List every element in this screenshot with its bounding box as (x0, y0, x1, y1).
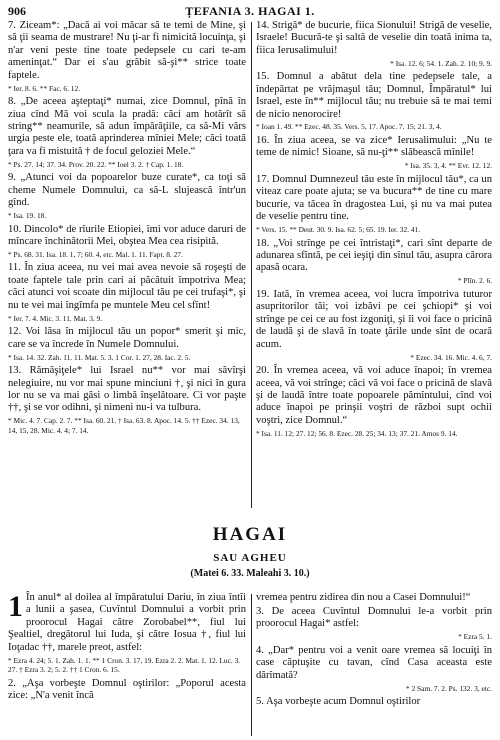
cross-reference (256, 684, 492, 694)
cross-reference (8, 160, 246, 170)
verse-text: 10. Dincolo* de rîurile Etiopiei, îmi vor aduce daruri de mîncare închinătorii Mei, obştea Mea cea risipită. (8, 223, 246, 247)
right-column-zephaniah (256, 20, 492, 441)
cross-reference-text: * Ezra 4. 24; 5. 1. Zah. 1. 1. ** 1 Cron. 3. 17, 19. Ezra 2. 2. Mat. 1. 12. Luc. 3. 27. † Ezra 3. 2; 5. 2. †† 1 Cron. 6. 15. (8, 655, 241, 675)
verse (256, 592, 492, 604)
verse-text: 11. În ziua aceea, nu vei mai avea nevoie să roşeşti de toate faptele tale prin cari ai păcătuit împotriva Mea; căci atunci voi scoate din mijlocul tău pe cei trufaşi*, şi nu te vei mai îngîmfa pe muntele Meu cel sfînt! (8, 262, 246, 311)
verse-text: 5. Aşa vorbeşte acum Domnul oştirilor (256, 696, 421, 708)
cross-reference-text: * Ezra 5. 1. (458, 632, 492, 642)
cross-reference (256, 276, 492, 286)
cross-reference (256, 225, 492, 235)
verse-text: 20. În vremea aceea, vă voi aduce înapoi; în vremea aceea, vă voi strînge; căci vă voi face o pricină de slavă şi de laudă între toate popoarele pămîntului, cînd voi aduce înapoi pe prinşii voştri de război supt ochii voştri, zice Domnul.“ (256, 365, 492, 426)
cross-reference (256, 632, 492, 642)
verse-text: 14. Strigă* de bucurie, fiica Sionului! Strigă de veselie, Israele! Bucură-te şi saltă de veselie din toată inima ta, fiica Ierusalimului! (256, 20, 492, 56)
verse-text: 2. „Aşa vorbeşte Domnul oştirilor: „Poporul acesta zice: „N'a venit încă (8, 677, 246, 702)
cross-reference (256, 161, 492, 171)
verse (256, 696, 492, 708)
verse-text: 8. „De aceea aşteptaţi* numai, zice Domnul, pînă în ziua cînd Mă voi scula la pradă: căci am hotărît să string** neamurile, să adun împărăţiile, ca să-Mi vărs urgia peste ele, toată aprinderea mîniei Mele; căci toată ţara va fi mistuită † de focul geloziei Mele.“ (8, 96, 246, 157)
cross-reference (256, 122, 492, 132)
verse-text: 17. Domnul Dumnezeul tău este în mijlocul tău*, ca un viteaz care poate ajuta; se va bucura** de tine cu mare bucurie, va tăcea în dragostea Lui, şi nu va mai putea de veselie pentru tine. (256, 173, 492, 223)
verse (8, 172, 246, 209)
verse (256, 71, 492, 121)
cross-reference (256, 353, 492, 363)
cross-reference (8, 314, 246, 324)
book-subtitle: SAU AGHEU (213, 552, 287, 564)
book-parallels: (Matei 6. 33. Maleahi 3. 10.) (190, 568, 310, 579)
verse (256, 20, 492, 57)
cross-reference (8, 656, 246, 675)
verse (8, 326, 246, 351)
column-divider (251, 22, 252, 508)
verse (8, 96, 246, 158)
verse-text: vremea pentru zidirea din nou a Casei Domnului!“ (256, 592, 471, 603)
verse-text: 16. În ziua aceea, se va zice* Ierusalimului: „Nu te teme de nimic! Sioane, să nu-ţi** slăbească mînile! (256, 135, 492, 159)
verse-text: În anul* al doilea al împăratului Dariu, în ziua întîi a lunii a şasea, Cuvîntul Domnului a vorbit prin proorocul Hagai către Zorobabel**, fiul lui Şealtiel, dregătorul lui Iuda, şi către Iosua †, fiul lui Ioţadac ††, marele preot, astfel: (8, 592, 246, 653)
cross-reference-text: * Isa. 35. 3, 4. ** Evr. 12. 12. (404, 161, 492, 171)
verse-text: 7. Ziceam*: „Dacă ai voi măcar să te temi de Mine, şi să ţii seama de mustrare! Nu ţi-ar fi nimicită locuinţa, şi n'ar veni peste tine toate pedepsele cu cari te-am ameninţat.“ Dar ei s'au grăbit să-şi** strice toate faptele. (8, 20, 246, 81)
left-column-haggai (8, 592, 246, 704)
cross-reference-text: * Ps. 68. 31. Isa. 18. 1, 7; 60. 4, etc. Mal. 1. 11. Fapt. 8. 27. (8, 249, 183, 259)
right-column-haggai (256, 592, 492, 710)
verse-text: 3. De aceea Cuvîntul Domnului le-a vorbit prin proorocul Hagai* astfel: (256, 605, 492, 630)
verse (256, 645, 492, 682)
verse (8, 678, 246, 703)
cross-reference-text: * Ier. 7. 4. Mic. 3. 11. Mat. 3. 9. (8, 313, 103, 323)
cross-reference-text: * 2 Sam. 7. 2. Ps. 132. 3, etc. (405, 683, 492, 693)
cross-reference (256, 59, 492, 69)
chapter-number: 1 (8, 590, 23, 623)
cross-reference-text: * Isa. 19. 18. (8, 210, 47, 220)
verse (8, 592, 246, 654)
cross-reference (8, 250, 246, 260)
verse-text: 9. „Atunci voi da popoarelor buze curate*, ca toţi să cheme Numele Domnului, ca să-L slujească într'un gînd. (8, 172, 246, 209)
verse (8, 365, 246, 415)
verse (256, 135, 492, 160)
verse (256, 238, 492, 275)
cross-reference-text: * Ps. 27. 14; 37. 34. Prov. 20. 22. ** Ioel 3. 2. † Cap. 1. 18. (8, 159, 184, 169)
cross-reference-text: * Ier. 8. 6. ** Fac. 6. 12. (8, 83, 81, 93)
verse-text: 13. Rămăşiţele* lui Israel nu** vor mai săvîrşi nelegiuire, nu vor mai spune minciuni †, şi nici în gura lor nu se va mai găsi o limbă înşelătoare. Ci vor paşte ††, şi se vor odihni, şi nimeni nu-i va tulbura. (8, 365, 246, 414)
verse-text: 18. „Voi strînge pe cei întristaţi*, cari sînt departe de adunarea sfîntă, pe cei ieşiţi din sînul tău, asupra cărora apasă ocara. (256, 237, 492, 274)
running-title: ȚEFANIA 3. HAGAI 1. (185, 4, 315, 18)
verse (256, 606, 492, 631)
cross-reference (8, 84, 246, 94)
cross-reference-text: * Isa. 12. 6; 54. 1. Zah. 2. 10; 9. 9. (390, 58, 492, 68)
page-header (8, 4, 492, 20)
verse (8, 262, 246, 312)
verse-text: 15. Domnul a abătut dela tine pedepsele tale, a îndepărtat pe vrăjmaşul tău; Domnul, Împăratul* lui Israel, este în** mijlocul tău; nu trebuie să te mai temi de nicio nenorocire! (256, 71, 492, 120)
verse-text: 4. „Dar* pentru voi a venit oare vremea să locuiţi în case căptuşite cu tavan, cînd Casa aceasta este dărîmată? (256, 644, 492, 681)
verse (256, 365, 492, 427)
cross-reference-text: * Plîn. 2. 6. (457, 276, 492, 286)
book-heading (0, 524, 500, 579)
cross-reference-text: * Ioan 1. 49. ** Ezec. 48. 35. Vers. 5, 17. Apoc. 7. 15; 21. 3, 4. (256, 122, 442, 132)
cross-reference-text: * Isa. 14. 32. Zah. 11. 11. Mat. 5. 3. 1 Cor. 1. 27, 28. Iac. 2. 5. (8, 352, 191, 362)
column-divider-haggai (251, 594, 252, 736)
cross-reference-text: * Vers. 15. ** Deut. 30. 9. Isa. 62. 5; 65. 19. Ier. 32. 41. (256, 225, 421, 235)
cross-reference-text: * Mic. 4. 7. Cap. 2. 7. ** Isa. 60. 21. † Isa. 63. 8. Apoc. 14. 5. †† Ezec. 34. 13, 14, 15, 28. Mic. 4. 4; 7. 14. (8, 416, 240, 435)
cross-reference (256, 429, 492, 439)
left-column-zephaniah (8, 20, 246, 438)
verse (8, 224, 246, 249)
verse-text: 19. Iată, în vremea aceea, voi lucra împotriva tuturor asupritorilor tăi; voi izbăvi pe cei şchiopi* şi voi strînge pe cei ce au fost izgoniţi, şi îi voi face o pricină de laudă şi de slavă în toate ţările unde sînt de ocară acum. (256, 288, 492, 350)
verse (8, 20, 246, 82)
cross-reference-text: * Ezec. 34. 16. Mic. 4. 6, 7. (410, 352, 492, 362)
cross-reference-text: * Isa. 11. 12; 27. 12; 56. 8. Ezec. 28. 25; 34. 13; 37. 21. Amos 9. 14. (256, 428, 458, 438)
verse (256, 174, 492, 224)
cross-reference (8, 416, 246, 435)
cross-reference (8, 353, 246, 363)
cross-reference (8, 211, 246, 221)
book-title: HAGAI (212, 524, 288, 545)
verse-text: 12. Voi lăsa în mijlocul tău un popor* smerit şi mic, care se va încrede în Numele Domnului. (8, 326, 246, 350)
page-number: 906 (8, 4, 26, 18)
verse (256, 289, 492, 351)
